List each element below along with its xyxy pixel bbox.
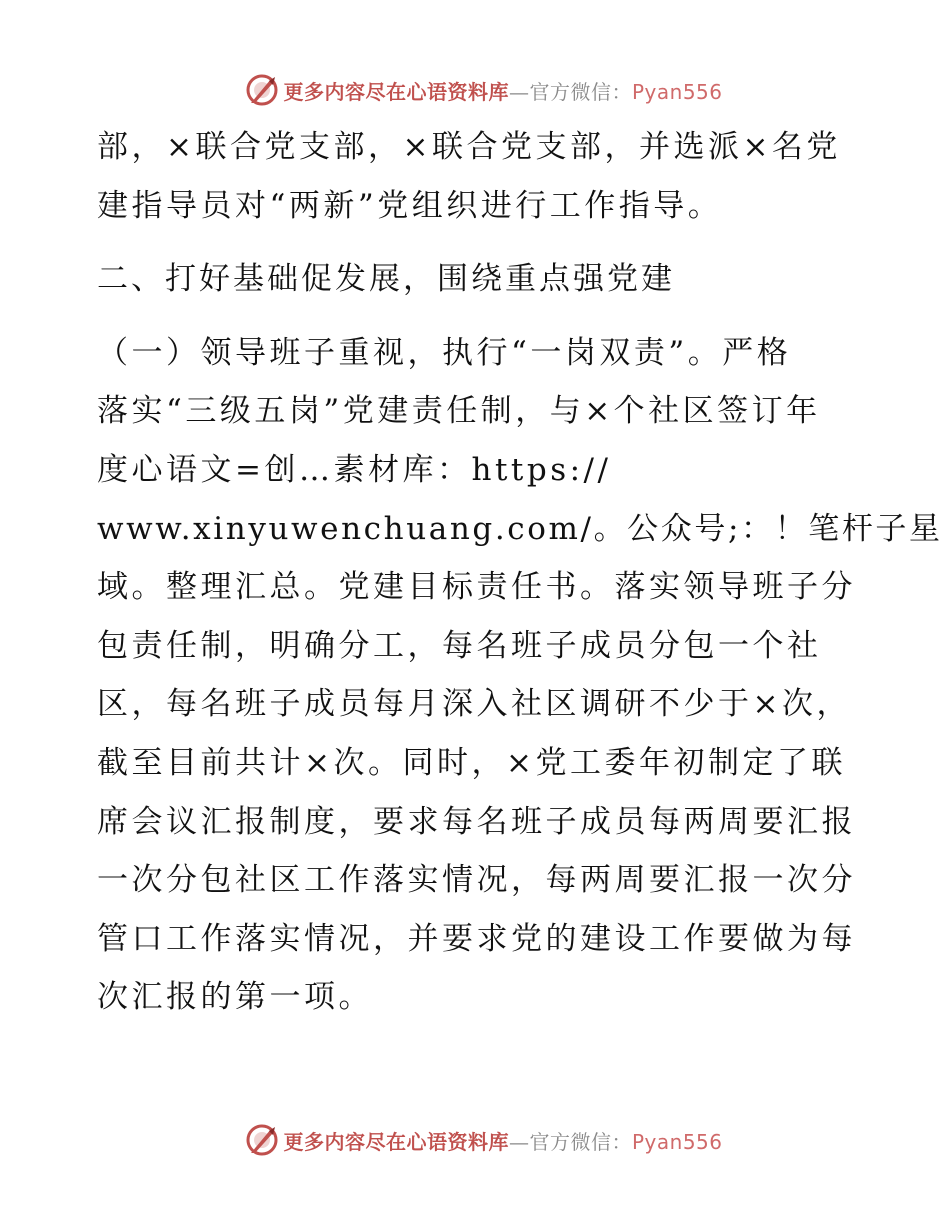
body-line: 管口工作落实情况，并要求党的建设工作要做为每 — [97, 920, 856, 957]
footer-contact-label: 官方微信： — [529, 1129, 632, 1154]
header-banner-content — [227, 73, 722, 107]
footer-wechat-handle: Pyan556 — [631, 1129, 723, 1154]
body-line: 部，×联合党支部，×联合党支部，并选派×名党 — [97, 129, 841, 165]
header-banner-text — [283, 76, 722, 105]
body-line: 区，每名班子成员每月深入社区调研不少于×次， — [97, 686, 851, 723]
body-line: 次汇报的第一项。 — [97, 979, 373, 1016]
header-promo-text: 更多内容尽在心语资料库 — [283, 79, 509, 104]
footer-banner-content — [227, 1123, 722, 1157]
header-contact-label: 官方微信： — [529, 79, 632, 104]
body-line: 包责任制，明确分工，每名班子成员分包一个社 — [97, 627, 822, 664]
header-separator: — — [508, 79, 530, 104]
footer-banner — [0, 1120, 950, 1160]
feather-quill-logo-icon — [245, 1123, 279, 1157]
footer-banner-text — [283, 1126, 722, 1155]
body-line: 度心语文=创…素材库：https:// — [97, 451, 612, 488]
section-heading: 二、打好基础促发展，围绕重点强党建 — [97, 261, 675, 298]
body-line: 落实“三级五岗”党建责任制，与×个社区签订年 — [97, 393, 821, 430]
body-line: 一次分包社区工作落实情况，每两周要汇报一次分 — [97, 862, 856, 899]
header-wechat-handle: Pyan556 — [631, 79, 723, 104]
document-body — [97, 118, 943, 1027]
body-line: 席会议汇报制度，要求每名班子成员每两周要汇报 — [97, 803, 856, 840]
body-line: （一）领导班子重视，执行“一岗双责”。严格 — [97, 334, 792, 371]
body-line: 建指导员对“两新”党组织进行工作指导。 — [97, 187, 723, 224]
feather-quill-logo-icon — [245, 73, 279, 107]
header-banner — [0, 70, 950, 110]
footer-promo-text: 更多内容尽在心语资料库 — [283, 1129, 509, 1154]
body-line: 域。整理汇总。党建目标责任书。落实领导班子分 — [97, 569, 856, 606]
body-line: 截至目前共计×次。同时，×党工委年初制定了联 — [97, 744, 846, 781]
footer-separator: — — [508, 1129, 530, 1154]
body-line: www.xinyuwenchuang.com/。公众号;：！笔杆子星 — [97, 510, 943, 547]
